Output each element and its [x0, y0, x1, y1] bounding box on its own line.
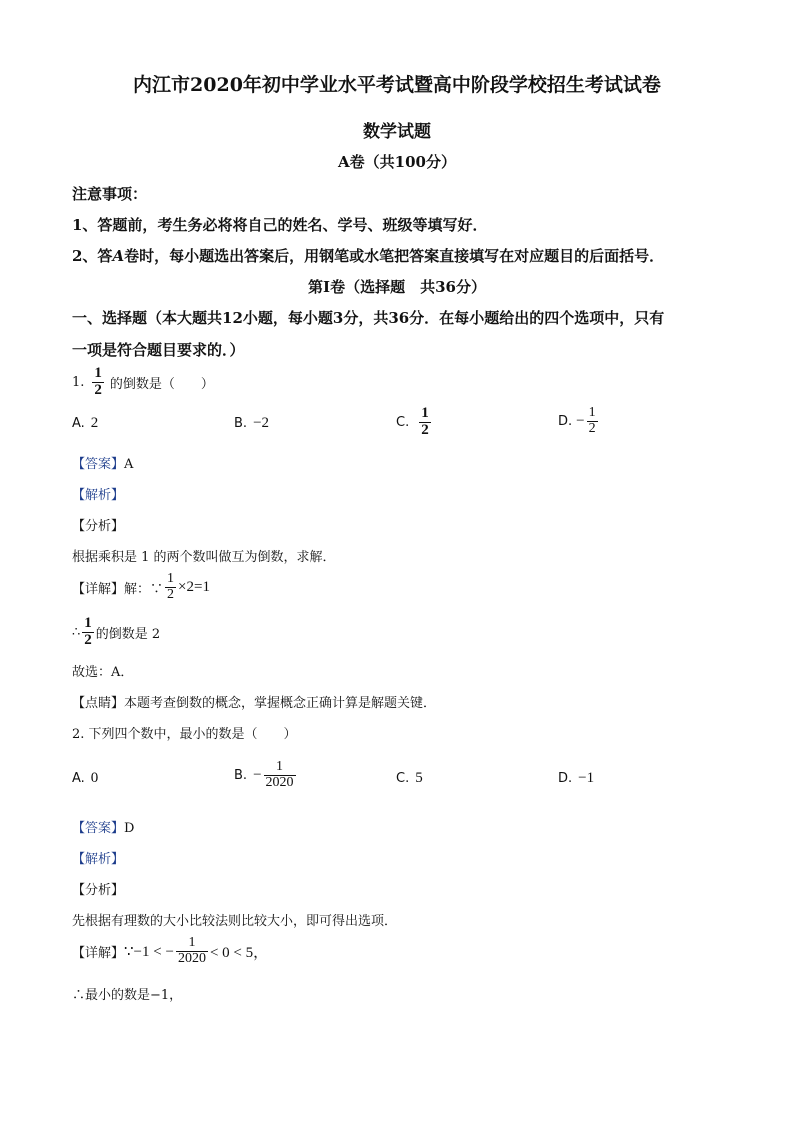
volume-title: A卷（共100分）	[338, 153, 456, 171]
notes-item-1: 1、答题前，考生务必将将自己的姓名、学号、班级等填写好．	[72, 216, 488, 234]
section-instructions-line1: 一、选择题（本大题共12小题，每小题3分，共36分．在每小题给出的四个选项中，只有	[72, 309, 665, 327]
q1-detail: 【详解】 解：∵ $\frac{1}{2}$ ×2=1	[72, 571, 210, 602]
q1-option-c: C. $\frac{1}{2}$	[396, 405, 429, 438]
q2-option-d: D. −1	[558, 770, 595, 786]
notes-heading: 注意事项：	[72, 185, 148, 203]
subject-title: 数学试题	[363, 122, 431, 142]
q1-option-d: D. − $\frac{1}{2}$	[558, 405, 596, 436]
q1-choose: 故选：A．	[72, 665, 134, 680]
page-title: 内江市2020年初中学业水平考试暨高中阶段学校招生考试试卷	[133, 74, 661, 96]
q2-option-c: C. 5	[396, 770, 423, 786]
italic-letter: A	[112, 247, 125, 265]
q2-detail: 【详解】 ∵−1 < − $\frac{1}{2020}$ < 0 < 5，	[72, 935, 269, 966]
fraction: $\frac{1}{2}$	[588, 405, 596, 436]
question-2-stem: 2. 下列四个数中，最小的数是（ ）	[72, 727, 297, 742]
q2-conclusion: ∴最小的数是−1，	[72, 988, 183, 1003]
question-1-stem	[72, 366, 214, 399]
q2-fenxi-tag: 【分析】	[72, 883, 125, 898]
q1-fenxi-tag: 【分析】	[72, 519, 125, 534]
q1-answer: 【答案】A	[72, 457, 134, 472]
fraction: $\frac{1}{2020}$	[265, 759, 294, 790]
q2-option-b: B. − $\frac{1}{2020}$	[234, 759, 294, 790]
q1-point: 【点睛】本题考查倒数的概念，掌握概念正确计算是解题关键．	[72, 696, 437, 711]
notes-item-2: 2、答A卷时，每小题选出答案后，用钢笔或水笔把答案直接填写在对应题目的后面括号．	[72, 247, 665, 265]
section-instructions-line2: 一项是符合题目要求的．）	[72, 341, 245, 359]
fraction: $\frac{1}{2}$	[167, 571, 175, 602]
q1-therefore: ∴ $\frac{1}{2}$ 的倒数是 2	[72, 615, 161, 648]
part-title: 第Ⅰ卷（选择题 共36分）	[308, 278, 486, 296]
question-number: 1.	[72, 374, 85, 390]
q1-analysis-tag: 【解析】	[72, 488, 125, 503]
question-1-suffix: 的倒数是（ ）	[109, 376, 214, 392]
q2-analysis-tag: 【解析】	[72, 852, 125, 867]
q2-answer: 【答案】D	[72, 821, 135, 836]
fraction: $\frac{1}{2020}$	[177, 935, 206, 966]
q1-fenxi-text: 根据乘积是 1 的两个数叫做互为倒数，求解．	[72, 550, 336, 565]
fraction: $\frac{1}{2}$	[84, 615, 92, 648]
q2-fenxi-text: 先根据有理数的大小比较法则比较大小，即可得出选项．	[72, 914, 398, 929]
q1-option-a: A. 2	[72, 415, 99, 431]
fraction-one-half: $\frac{1}{2}$	[94, 365, 102, 398]
q2-option-a: A. 0	[72, 770, 99, 786]
q1-option-b: B. −2	[234, 415, 270, 431]
fraction: $\frac{1}{2}$	[421, 405, 429, 438]
